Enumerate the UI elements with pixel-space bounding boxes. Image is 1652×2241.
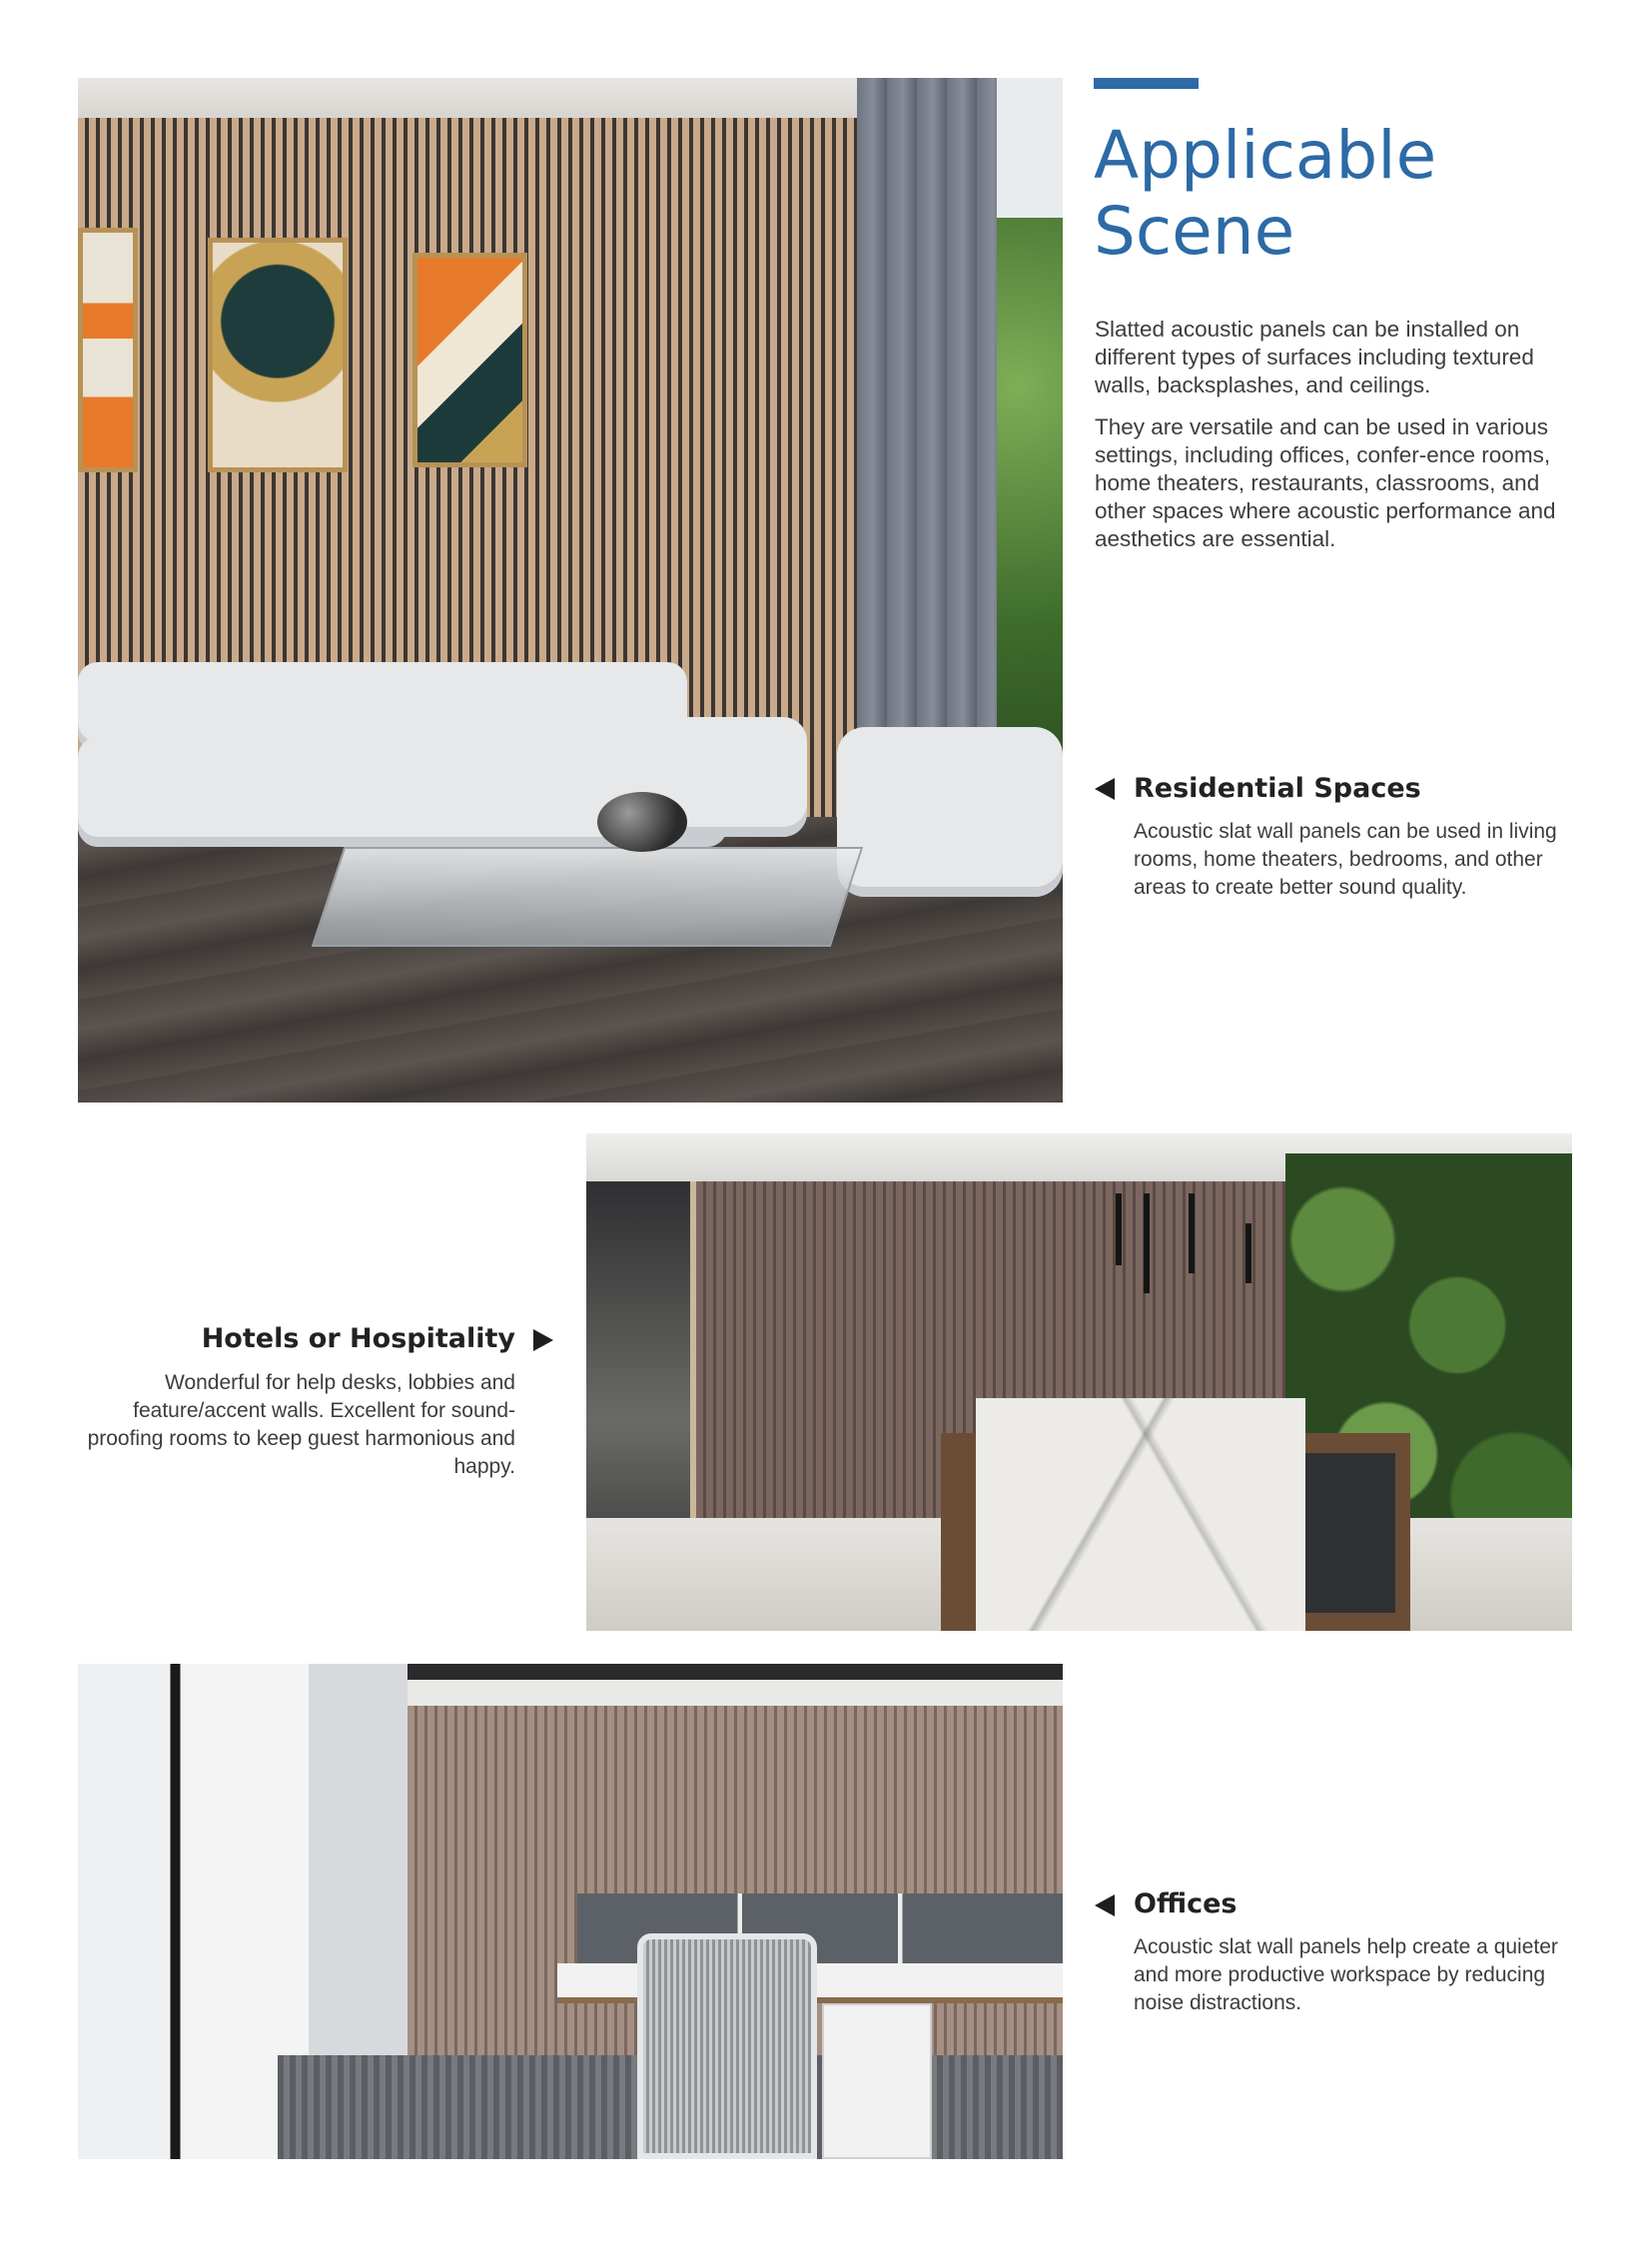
photo-living-room — [78, 78, 1063, 1103]
curtain — [857, 78, 997, 817]
residential-body: Acoustic slat wall panels can be used in living rooms, home theaters, bedrooms, and other areas to create better sound quality. — [1134, 820, 1557, 899]
intro-paragraph-1: Slatted acoustic panels can be installed on different types of surfaces including textured walls, backsplashes, and ceilings. — [1095, 317, 1534, 397]
wall-art — [78, 228, 138, 472]
pendant-light — [1245, 1223, 1251, 1283]
triangle-right-icon — [533, 1329, 553, 1351]
offices-body: Acoustic slat wall panels help create a quieter and more productive workspace by reducing noise distractions. — [1134, 1935, 1558, 2014]
reception-desk-marble — [976, 1398, 1305, 1631]
drawer-cabinet — [822, 2003, 932, 2159]
page-title — [1094, 118, 1633, 270]
hotels-heading: Hotels or Hospitality — [201, 1323, 515, 1354]
triangle-left-icon — [1095, 1894, 1115, 1916]
photo-hotel-reception — [586, 1133, 1572, 1631]
pendant-light — [1144, 1193, 1150, 1293]
triangle-left-icon — [1095, 778, 1115, 800]
decor-vase — [597, 792, 687, 852]
glass-coffee-table — [312, 847, 863, 947]
offices-heading: Offices — [1134, 1888, 1238, 1919]
page-title-line1: Applicable — [1094, 117, 1437, 194]
residential-heading: Residential Spaces — [1134, 773, 1421, 804]
pendant-light — [1189, 1193, 1195, 1273]
page-title-line2: Scene — [1094, 193, 1295, 270]
intro-paragraph-2: They are versatile and can be used in various settings, including offices, confer-ence rooms, home theaters, restaurants, classrooms, and other spaces where acoustic performance and aesthetics are essential. — [1095, 414, 1556, 551]
wall-art — [413, 253, 527, 467]
armchair — [837, 727, 1063, 897]
photo-office — [78, 1664, 1063, 2159]
pendant-light — [1116, 1193, 1122, 1265]
title-accent-bar — [1094, 78, 1199, 89]
window-greenery — [987, 218, 1063, 777]
office-chair — [637, 1933, 817, 2159]
hotels-body: Wonderful for help desks, lobbies and feature/accent walls. Excellent for sound-proofing rooms to keep guest harmonious and happy. — [87, 1371, 515, 1478]
wall-art — [208, 238, 348, 472]
